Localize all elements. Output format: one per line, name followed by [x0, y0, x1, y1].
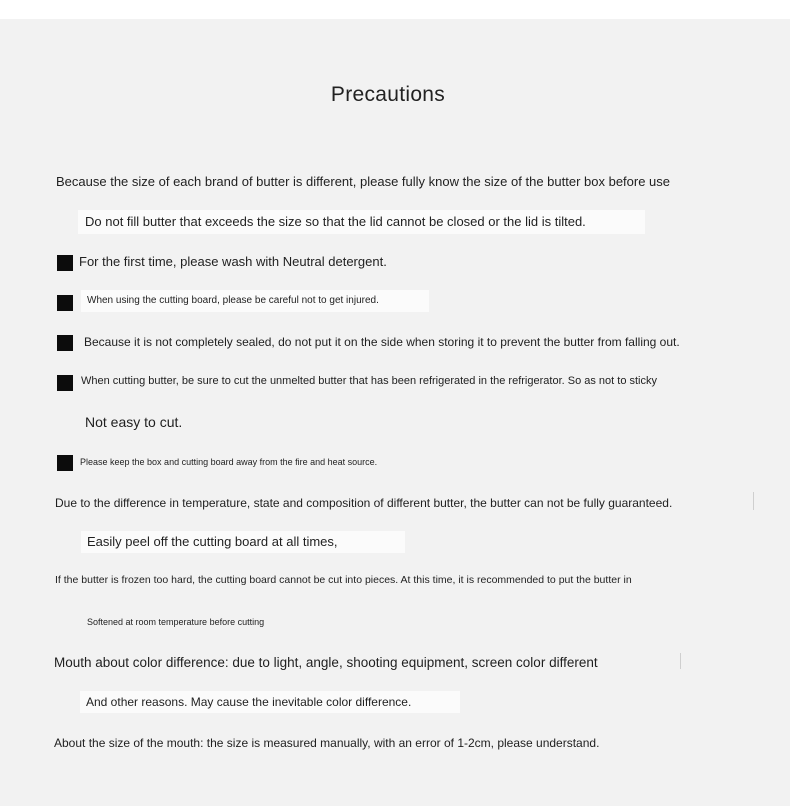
precaution-line-color-difference: Mouth about color difference: due to light, angle, shooting equipment, screen color different — [54, 655, 598, 670]
precaution-line-heat-source: Please keep the box and cutting board away from the fire and heat source. — [80, 457, 378, 467]
precaution-line-frozen-hard: If the butter is frozen too hard, the cutting board cannot be cut into pieces. At this time, it is recommended to put the butter in — [55, 574, 632, 586]
precaution-line-easily-peel: Easily peel off the cutting board at all times, — [87, 534, 338, 549]
precaution-line-composition: Due to the difference in temperature, state and composition of different butter, the butter can not be fully guaranteed. — [55, 496, 673, 510]
precaution-line-other-reasons: And other reasons. May cause the inevitable color difference. — [86, 695, 412, 709]
precaution-line-softened: Softened at room temperature before cutting — [87, 617, 265, 627]
precaution-line-not-easy-to-cut: Not easy to cut. — [85, 414, 183, 430]
precaution-line-cutting-board-care: When using the cutting board, please be careful not to get injured. — [87, 295, 379, 306]
precaution-line-cutting-refrigerated: When cutting butter, be sure to cut the unmelted butter that has been refrigerated in the refrigerator. So as not to sticky — [81, 375, 657, 387]
bullet-square — [57, 335, 73, 351]
bullet-square — [57, 375, 73, 391]
divider — [680, 653, 681, 669]
document-page — [0, 19, 790, 806]
precaution-line-do-not-overfill: Do not fill butter that exceeds the size so that the lid cannot be closed or the lid is tilted. — [85, 214, 586, 229]
precaution-line-size-error: About the size of the mouth: the size is measured manually, with an error of 1-2cm, please understand. — [54, 736, 600, 750]
bullet-square — [57, 295, 73, 311]
precaution-line-butter-size: Because the size of each brand of butter is different, please fully know the size of the butter box before use — [56, 174, 671, 189]
precaution-line-not-sealed: Because it is not completely sealed, do not put it on the side when storing it to prevent the butter from falling out. — [84, 335, 680, 349]
bullet-square — [57, 455, 73, 471]
precaution-line-first-wash: For the first time, please wash with Neutral detergent. — [79, 254, 387, 269]
bullet-square — [57, 255, 73, 271]
divider — [753, 492, 754, 510]
page-title: Precautions — [330, 83, 446, 106]
